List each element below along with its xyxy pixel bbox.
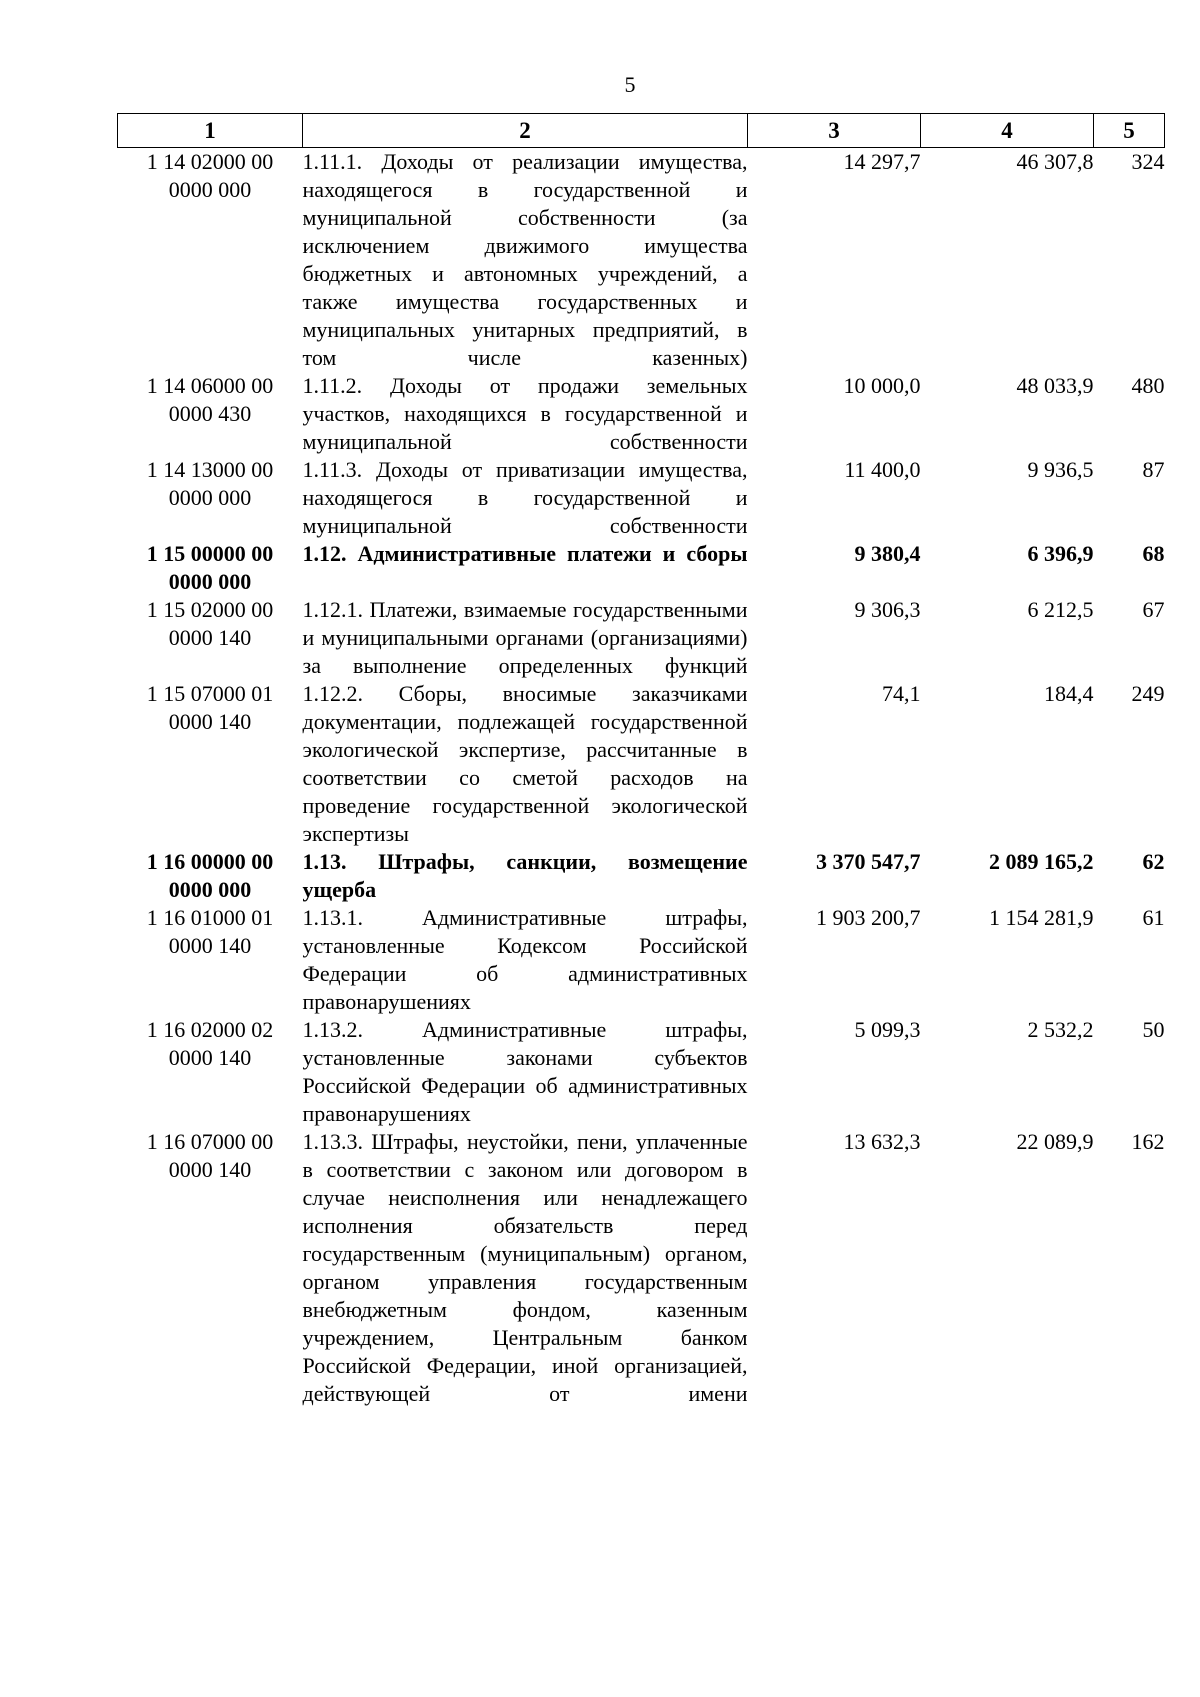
row-code: 1 14 13000 00 0000 000: [146, 457, 274, 510]
row-value-col3: 13 632,3: [843, 1129, 921, 1154]
row-value-col3: 3 370 547,7: [816, 849, 921, 874]
row-value-col5: 61: [1142, 905, 1165, 930]
row-value-col5: 68: [1142, 541, 1165, 566]
row-code: 1 15 02000 00 0000 140: [146, 597, 274, 650]
table-row: [118, 680, 1165, 848]
row-value-col4: 2 089 165,2: [989, 849, 1094, 874]
row-value-col5: 62: [1142, 849, 1165, 874]
row-value-col5: 324: [1131, 149, 1165, 174]
row-value-col4: 9 936,5: [1027, 457, 1094, 482]
row-name: 1.13.3. Штрафы, неустойки, пени, уплаченные в соответствии с законом или договором в случае неисполнения или ненадлежащего исполнения обязательств перед государственным (муниципальным) органом, органом управления государственным внебюджетным фондом, казенным учреждением, Центральным банком Российской Федерации, иной организацией, действующей от имени: [302, 1129, 748, 1406]
row-value-col5: 480: [1131, 373, 1165, 398]
row-name: 1.11.2. Доходы от продажи земельных участков, находящихся в государственной и муниципальной собственности: [302, 373, 748, 454]
table-row: [118, 148, 1165, 373]
row-code: 1 16 02000 02 0000 140: [146, 1017, 274, 1070]
row-value-col4: 48 033,9: [1016, 373, 1094, 398]
row-value-col5: 249: [1131, 681, 1165, 706]
row-name: 1.11.1. Доходы от реализации имущества, находящегося в государственной и муниципальной собственности (за исключением движимого имущества бюджетных и автономных учреждений, а также имущества государственных и муниципальных унитарных предприятий, в том числе казенных): [302, 149, 748, 370]
row-code: 1 15 07000 01 0000 140: [146, 681, 274, 734]
row-value-col5: 67: [1142, 597, 1165, 622]
row-value-col3: 74,1: [882, 681, 921, 706]
row-code: 1 16 07000 00 0000 140: [146, 1129, 274, 1182]
row-value-col4: 6 212,5: [1027, 597, 1094, 622]
row-value-col4: 2 532,2: [1027, 1017, 1094, 1042]
row-name: 1.12.1. Платежи, взимаемые государственными и муниципальными органами (организациями) за выполнение определенных функций: [302, 597, 748, 678]
budget-revenue-table: [117, 113, 1165, 1408]
header-cell-1: 1: [118, 114, 303, 148]
row-code: 1 15 00000 00 0000 000: [146, 541, 274, 594]
row-code: 1 16 01000 01 0000 140: [146, 905, 274, 958]
row-value-col3: 10 000,0: [843, 373, 921, 398]
row-value-col3: 9 380,4: [854, 541, 921, 566]
row-name: 1.12.2. Сборы, вносимые заказчиками документации, подлежащей государственной экологической экспертизе, рассчитанные в соответствии со сметой расходов на проведение государственной экологической экспертизы: [302, 681, 748, 846]
row-name: 1.12. Административные платежи и сборы: [302, 541, 748, 566]
table-row: [118, 596, 1165, 680]
row-value-col4: 184,4: [1044, 681, 1094, 706]
row-value-col3: 5 099,3: [854, 1017, 921, 1042]
table-row: [118, 1016, 1165, 1128]
row-code: 1 14 06000 00 0000 430: [146, 373, 274, 426]
table-row: [118, 456, 1165, 540]
row-value-col3: 9 306,3: [854, 597, 921, 622]
table-row-section: [118, 540, 1165, 596]
page-number: 5: [624, 72, 636, 97]
row-name: 1.13. Штрафы, санкции, возмещение ущерба: [302, 849, 748, 902]
row-value-col4: 22 089,9: [1016, 1129, 1094, 1154]
row-name: 1.13.2. Административные штрафы, установленные законами субъектов Российской Федерации об административных правонарушениях: [302, 1017, 748, 1126]
table-row: [118, 372, 1165, 456]
row-value-col5: 50: [1142, 1017, 1165, 1042]
row-value-col4: 46 307,8: [1016, 149, 1094, 174]
table-row: [118, 904, 1165, 1016]
row-value-col3: 14 297,7: [843, 149, 921, 174]
header-cell-5: 5: [1094, 114, 1165, 148]
row-name: 1.13.1. Административные штрафы, установленные Кодексом Российской Федерации об административных правонарушениях: [302, 905, 748, 1014]
header-cell-4: 4: [921, 114, 1094, 148]
header-cell-3: 3: [748, 114, 921, 148]
header-row: [118, 114, 1165, 148]
table-row: [118, 1128, 1165, 1408]
row-value-col4: 6 396,9: [1027, 541, 1094, 566]
row-value-col5: 162: [1131, 1129, 1165, 1154]
row-code: 1 16 00000 00 0000 000: [146, 849, 274, 902]
table-row-section: [118, 848, 1165, 904]
row-value-col3: 11 400,0: [844, 457, 921, 482]
row-code: 1 14 02000 00 0000 000: [146, 149, 274, 202]
row-value-col3: 1 903 200,7: [816, 905, 921, 930]
row-name: 1.11.3. Доходы от приватизации имущества, находящегося в государственной и муниципальной собственности: [302, 457, 748, 538]
row-value-col4: 1 154 281,9: [989, 905, 1094, 930]
row-value-col5: 87: [1142, 457, 1165, 482]
header-cell-2: 2: [303, 114, 748, 148]
